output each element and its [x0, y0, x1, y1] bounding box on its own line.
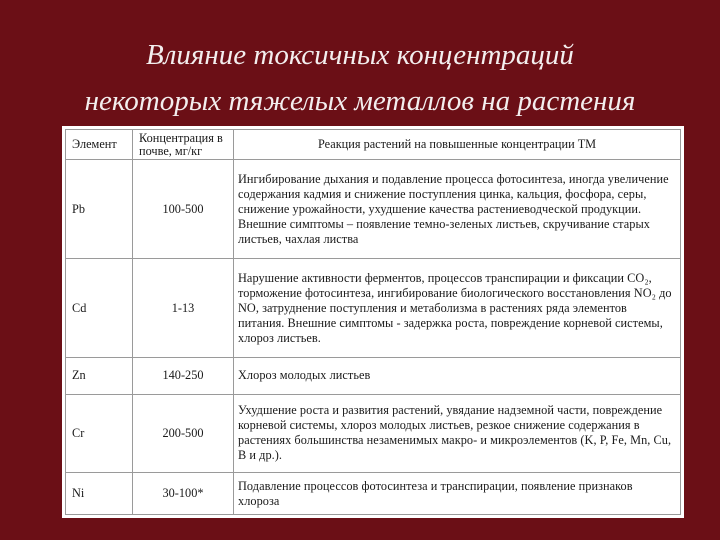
cell-element: Cr — [66, 394, 133, 473]
header-reaction: Реакция растений на повышенные концентрации ТМ — [234, 130, 681, 160]
title-line-2: некоторых тяжелых металлов на растения — [84, 85, 636, 117]
table-panel — [62, 126, 684, 518]
cell-reaction: Нарушение активности ферментов, процессов транспирации и фиксации CO₂, торможение фотосинтеза, ингибирование биологического восстановления NO₂ до NO, затруднение поступления и метаболизма в растениях ряда элементов питания. Внешние симптомы - задержка роста, повреждение корневой системы, хлороз листьев. — [234, 259, 681, 357]
cell-concentration: 200-500 — [133, 394, 234, 473]
table-row — [66, 259, 681, 357]
table-row — [66, 160, 681, 259]
cell-reaction: Хлороз молодых листьев — [234, 357, 681, 394]
cell-reaction: Подавление процессов фотосинтеза и транспирации, появление признаков хлороза — [234, 473, 681, 515]
table-row — [66, 473, 681, 515]
metals-table — [65, 129, 681, 515]
cell-concentration: 1-13 — [133, 259, 234, 357]
cell-concentration: 30-100* — [133, 473, 234, 515]
cell-reaction: Ингибирование дыхания и подавление процесса фотосинтеза, иногда увеличение содержания кадмия и снижение поступления цинка, кальция, фосфора, серы, снижение урожайности, ухудшение качества растениеводческой продукции. Внешние симптомы – появление темно-зеленых листьев, скручивание старых листьев, чахлая листва — [234, 160, 681, 259]
cell-reaction: Ухудшение роста и развития растений, увядание надземной части, повреждение корневой системы, хлороз молодых листьев, резкое снижение содержания в растениях большинства незаменимых макро- и микроэлементов (K, P, Fe, Mn, Cu, B и др.). — [234, 394, 681, 473]
cell-element: Pb — [66, 160, 133, 259]
table-row — [66, 394, 681, 473]
cell-element: Cd — [66, 259, 133, 357]
title-line-1: Влияние токсичных концентраций — [146, 39, 574, 71]
cell-concentration: 100-500 — [133, 160, 234, 259]
slide-title — [30, 32, 690, 124]
cell-concentration: 140-250 — [133, 357, 234, 394]
table-row — [66, 357, 681, 394]
table-header-row — [66, 130, 681, 160]
cell-element: Zn — [66, 357, 133, 394]
cell-element: Ni — [66, 473, 133, 515]
header-element: Элемент — [66, 130, 133, 160]
header-concentration: Концентрация в почве, мг/кг — [133, 130, 234, 160]
